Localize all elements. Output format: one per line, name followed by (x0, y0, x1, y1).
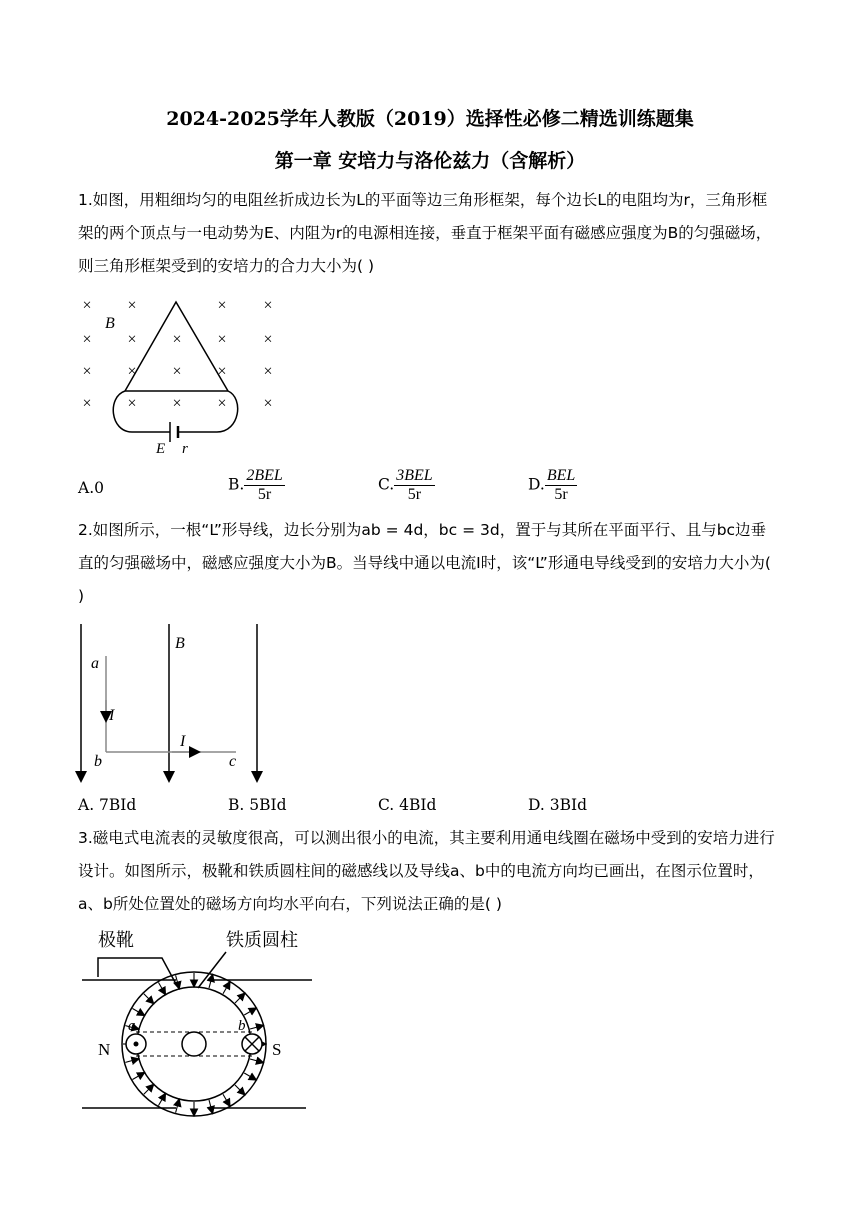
galvanometer-figure (76, 922, 326, 1118)
field-line-arrow (250, 1026, 263, 1029)
pole-shoe-label: 极靴 (98, 930, 134, 951)
point-b-label: b (94, 753, 102, 770)
q2-option-b: B. 5BId (228, 796, 287, 814)
question-3-text: 3.磁电式电流表的灵敏度很高，可以测出很小的电流，其主要利用通电线圈在磁场中受到的安培力进行设计。如图所示，极靴和铁质圆柱间的磁感线以及导线a、b中的电流方向均已画出，在图示位置时，a、b所处位置处的磁场方向均水平向右，下列说法正确的是( ) (78, 829, 775, 913)
field-cross: × (127, 395, 137, 412)
field-cross: × (82, 297, 92, 314)
question-2-text: 2.如图所示，一根“L”形导线，边长分别为ab = 4d，bc = 3d，置于与其所在平面平行、且与bc边垂直的匀强磁场中，磁感应强度大小为B。当导线中通以电流I时，该“L”形通电导线受到的安培力大小为( ) (78, 521, 771, 605)
document-title: 2024-2025学年人教版（2019）选择性必修二精选训练题集 (166, 108, 694, 130)
field-line-arrow (133, 1009, 144, 1016)
field-cross: × (263, 395, 273, 412)
field-line-arrow (223, 1094, 230, 1105)
emf-label-E: E (156, 441, 166, 457)
field-line-arrow (144, 1085, 153, 1094)
field-cross: × (172, 363, 182, 380)
field-cross: × (263, 363, 273, 380)
point-c-label: c (229, 753, 237, 770)
field-line-arrow (159, 1094, 166, 1105)
q2-option-d: D. 3BId (528, 796, 588, 814)
field-line-arrow (176, 975, 179, 988)
question-1-text: 1.如图，用粗细均匀的电阻丝折成边长为L的平面等边三角形框架，每个边长L的电阻均为r，三角形框架的两个顶点与一电动势为E、内阻为r的电源相连接，垂直于框架平面有磁感应强度为B的匀强磁场，则三角形框架受到的安培力的合力大小为( ) (78, 191, 772, 275)
field-label-B: B (175, 635, 185, 652)
triangle-frame-figure (72, 292, 292, 462)
q2-option-a: A. 7BId (78, 796, 137, 814)
internal-resistance-label: r (182, 441, 188, 457)
field-line-arrow (133, 1073, 144, 1080)
field-line-arrow (250, 1059, 263, 1062)
field-cross: × (217, 363, 227, 380)
q1-option-b: B. $\frac{\text{2BEL}}{5r}$ (228, 467, 283, 503)
field-line-arrow (159, 983, 166, 994)
field-cross: × (263, 297, 273, 314)
point-a-label: a (91, 655, 99, 672)
q1-option-c: C. $\frac{\text{3BEL}}{5r}$ (378, 467, 433, 503)
field-cross: × (263, 331, 273, 348)
field-line-arrow (209, 975, 212, 988)
north-pole-label: N (98, 1040, 111, 1059)
field-line-arrow (125, 1059, 138, 1062)
L-wire-figure (72, 620, 272, 785)
field-line-arrow (235, 994, 244, 1003)
chapter-title: 第一章 安培力与洛伦兹力（含解析） (274, 150, 586, 172)
field-cross: × (82, 395, 92, 412)
current-label-bc: I (180, 733, 186, 750)
field-cross: × (172, 395, 182, 412)
current-label-ab: I (109, 707, 115, 724)
q1-option-d: D. $\frac{\text{BEL}}{5r}$ (528, 467, 576, 503)
field-cross: × (217, 297, 227, 314)
field-cross: × (217, 395, 227, 412)
q2-option-c: C. 4BId (378, 796, 437, 814)
field-line-arrow (244, 1009, 255, 1016)
field-line-arrow (209, 1100, 212, 1113)
field-cross: × (127, 363, 137, 380)
field-line-arrow (244, 1073, 255, 1080)
field-line-arrow (176, 1100, 179, 1113)
field-cross: × (217, 331, 227, 348)
iron-core-pointer (198, 952, 226, 988)
field-label-B: B (105, 315, 115, 332)
field-line-arrow (223, 983, 230, 994)
field-line-arrow (235, 1085, 244, 1094)
field-line-arrow (144, 994, 153, 1003)
south-pole-label: S (272, 1040, 282, 1059)
field-cross: × (127, 297, 137, 314)
wire-b-label: b (238, 1018, 246, 1034)
field-cross: × (82, 331, 92, 348)
shaft (182, 1032, 206, 1056)
field-cross: × (82, 363, 92, 380)
iron-core-cylinder (137, 987, 251, 1101)
iron-core-label: 铁质圆柱 (226, 930, 298, 951)
field-cross: × (127, 331, 137, 348)
q1-option-a: A.0 (78, 479, 104, 497)
wire-a-label: a (128, 1018, 136, 1034)
field-cross: × (172, 331, 182, 348)
